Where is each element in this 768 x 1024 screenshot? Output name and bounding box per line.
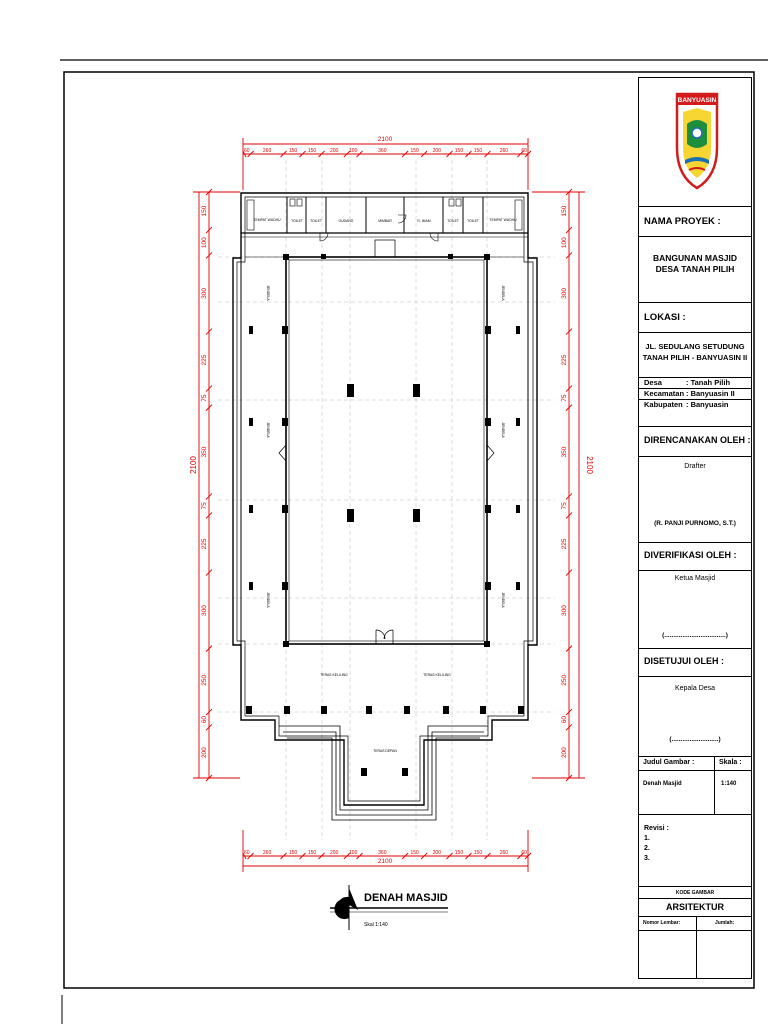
drafter-name: (R. PANJI PURNOMO, S.T.)	[654, 520, 736, 527]
bottom-dimension-label: 200	[432, 850, 441, 856]
grid-lines	[218, 160, 555, 840]
ketua-signature: (..................................)	[662, 632, 728, 639]
label-jendela-left-2: JENDELA	[266, 422, 270, 438]
bottom-dimension-label: 150	[410, 850, 419, 856]
label-jendela-left-1: JENDELA	[266, 285, 270, 301]
label-jendela-right-3: JENDELA	[501, 592, 505, 608]
skala-label: Skala :	[719, 759, 742, 766]
direncanakan-label: DIRENCANAKAN OLEH :	[644, 435, 751, 445]
bottom-dimension-label: 60	[244, 850, 250, 856]
right-dimension-label: 75	[561, 394, 568, 402]
left-dimension-label: 150	[201, 205, 208, 217]
bottom-dimension-label: 100	[349, 850, 358, 856]
right-dimension-label: 300	[561, 605, 568, 617]
skala-value: 1:140	[721, 781, 737, 787]
label-gudang: GUDANG	[338, 219, 354, 223]
kode-gambar-value: ARSITEKTUR	[666, 902, 724, 912]
top-dimension-label: 200	[432, 148, 441, 154]
label-mimbar: MIMBAR	[378, 219, 392, 223]
bottom-dimension-label: 150	[473, 850, 483, 856]
logo-area	[639, 78, 751, 206]
bottom-dimension-label: 150	[454, 850, 464, 856]
desa-row: Desa : Tanah Pilih	[644, 378, 731, 387]
nama-proyek-label: NAMA PROYEK :	[644, 216, 721, 227]
kabupaten-row: Kabupaten : Banyuasin	[644, 400, 729, 409]
right-segment-labels	[561, 205, 568, 758]
label-toilet-left-1: TOILET	[291, 219, 303, 223]
left-dimension-label: 75	[201, 502, 208, 510]
top-dimension-label: 360	[378, 148, 387, 154]
nomor-lembar-label: Nomor Lembar:	[639, 917, 697, 979]
logo-text: BANYUASIN	[677, 97, 717, 104]
kepala-signature: (..........................)	[669, 736, 721, 743]
bottom-dimension-label: 360	[378, 850, 387, 856]
label-jendela-right-1: JENDELA	[501, 285, 505, 301]
right-dimension-label: 100	[561, 237, 568, 249]
lokasi-line-2: TANAH PILIH - BANYUASIN II	[642, 353, 748, 362]
judul-gambar-label: Judul Gambar :	[639, 757, 715, 771]
label-tempat-wudhu-left: TEMPAT WUDHU	[253, 218, 281, 222]
right-dimension-label: 225	[561, 538, 568, 550]
top-dimension-label: 260	[499, 148, 509, 154]
top-dimension-label: 200	[330, 148, 339, 154]
top-dimension-label: 150	[454, 148, 464, 154]
label-r-imam: R. IMAM	[417, 219, 431, 223]
label-toilet-right-1: TOILET	[447, 219, 459, 223]
left-dimension-label: 100	[201, 237, 208, 249]
revisi-item-2: 2.	[644, 845, 650, 852]
bottom-dimension-label: 150	[288, 850, 298, 856]
label-teras-depan: TERAS DEPAN	[373, 749, 397, 753]
top-dimension-label: 60	[521, 148, 527, 154]
disetujui-label: DISETUJUI OLEH :	[644, 656, 725, 666]
left-total-dimension: 2100	[189, 456, 198, 474]
lokasi-line-1: JL. SEDULANG SETUDUNG	[645, 342, 745, 351]
bottom-dimension-label: 260	[262, 850, 272, 856]
bottom-dimension-label: 150	[307, 850, 317, 856]
left-dimension-label: 300	[201, 605, 208, 617]
kepala-role: Kepala Desa	[674, 685, 716, 692]
outer-wall	[233, 193, 537, 805]
top-dimension-label: 150	[307, 148, 317, 154]
kode-gambar-label: KODE GAMBAR	[675, 890, 715, 896]
top-dimension-label: 100	[349, 148, 358, 154]
top-dimension-label: 150	[473, 148, 483, 154]
bottom-dimension-label: 200	[330, 850, 339, 856]
revisi-item-1: 1.	[644, 835, 650, 842]
plan-scale-note: Skal 1:140	[364, 922, 388, 928]
mosque-plan	[233, 193, 537, 820]
right-dimension-label: 200	[561, 747, 568, 759]
left-dimension-label: 250	[201, 674, 208, 686]
bottom-dimension-label: 260	[499, 850, 509, 856]
left-dimension-label: 60	[201, 716, 208, 724]
left-dimension-label: 300	[201, 288, 208, 299]
left-segment-labels	[201, 205, 208, 758]
right-dimension-label: 150	[561, 205, 568, 217]
revisi-label: Revisi :	[644, 825, 669, 832]
revisi-item-3: 3.	[644, 855, 650, 862]
nama-proyek-line-1: BANGUNAN MASJID	[652, 253, 738, 263]
label-toilet-right-2: TOILET	[467, 219, 479, 223]
top-dimension-label: 150	[288, 148, 298, 154]
left-dimension-label: 225	[201, 538, 208, 550]
left-dimension-label: 200	[201, 747, 208, 759]
diverifikasi-label: DIVERIFIKASI OLEH :	[644, 550, 737, 560]
top-dimension-label: 260	[262, 148, 272, 154]
label-teras-keliling-right: TERAS KELILING	[423, 673, 451, 677]
plan-title: DENAH MASJID	[364, 892, 448, 904]
right-dimension-label: 75	[561, 502, 568, 510]
bottom-dimension-label: 60	[521, 850, 527, 856]
columns	[246, 254, 524, 776]
label-teras-keliling-left: TERAS KELILING	[320, 673, 348, 677]
drafter-role: Drafter	[684, 463, 706, 470]
left-dimension-label: 350	[201, 446, 208, 458]
lokasi-label: LOKASI :	[644, 312, 686, 323]
ketua-role: Ketua Masjid	[674, 575, 716, 582]
bottom-total-dimension: 2100	[377, 858, 393, 865]
nama-proyek-line-2: DESA TANAH PILIH	[655, 264, 735, 274]
label-jendela-left-3: JENDELA	[266, 592, 270, 608]
kecamatan-row: Kecamatan : Banyuasin II	[644, 389, 735, 398]
right-dimension-label: 300	[561, 288, 568, 299]
right-dimension-label: 250	[561, 674, 568, 686]
top-dimension-label: 150	[410, 148, 419, 154]
jumlah-label: Jumlah:	[715, 920, 735, 926]
left-dimension-label: 75	[201, 394, 208, 402]
prayer-hall	[286, 257, 487, 644]
right-dimension-label: 225	[561, 354, 568, 366]
top-dimension-label: 60	[244, 148, 250, 154]
left-dimension-label: 225	[201, 354, 208, 366]
label-toilet-left-2: TOILET	[310, 219, 322, 223]
label-tempat-wudhu-right: TEMPAT WUDHU	[489, 218, 517, 222]
top-total-dimension: 2100	[377, 136, 393, 143]
judul-gambar-value: Denah Masjid	[639, 771, 715, 815]
right-total-dimension: 2100	[585, 456, 594, 474]
right-dimension-label: 60	[561, 716, 568, 724]
title-block	[638, 77, 752, 979]
right-dimension-label: 350	[561, 446, 568, 458]
label-jendela-right-2: JENDELA	[501, 422, 505, 438]
